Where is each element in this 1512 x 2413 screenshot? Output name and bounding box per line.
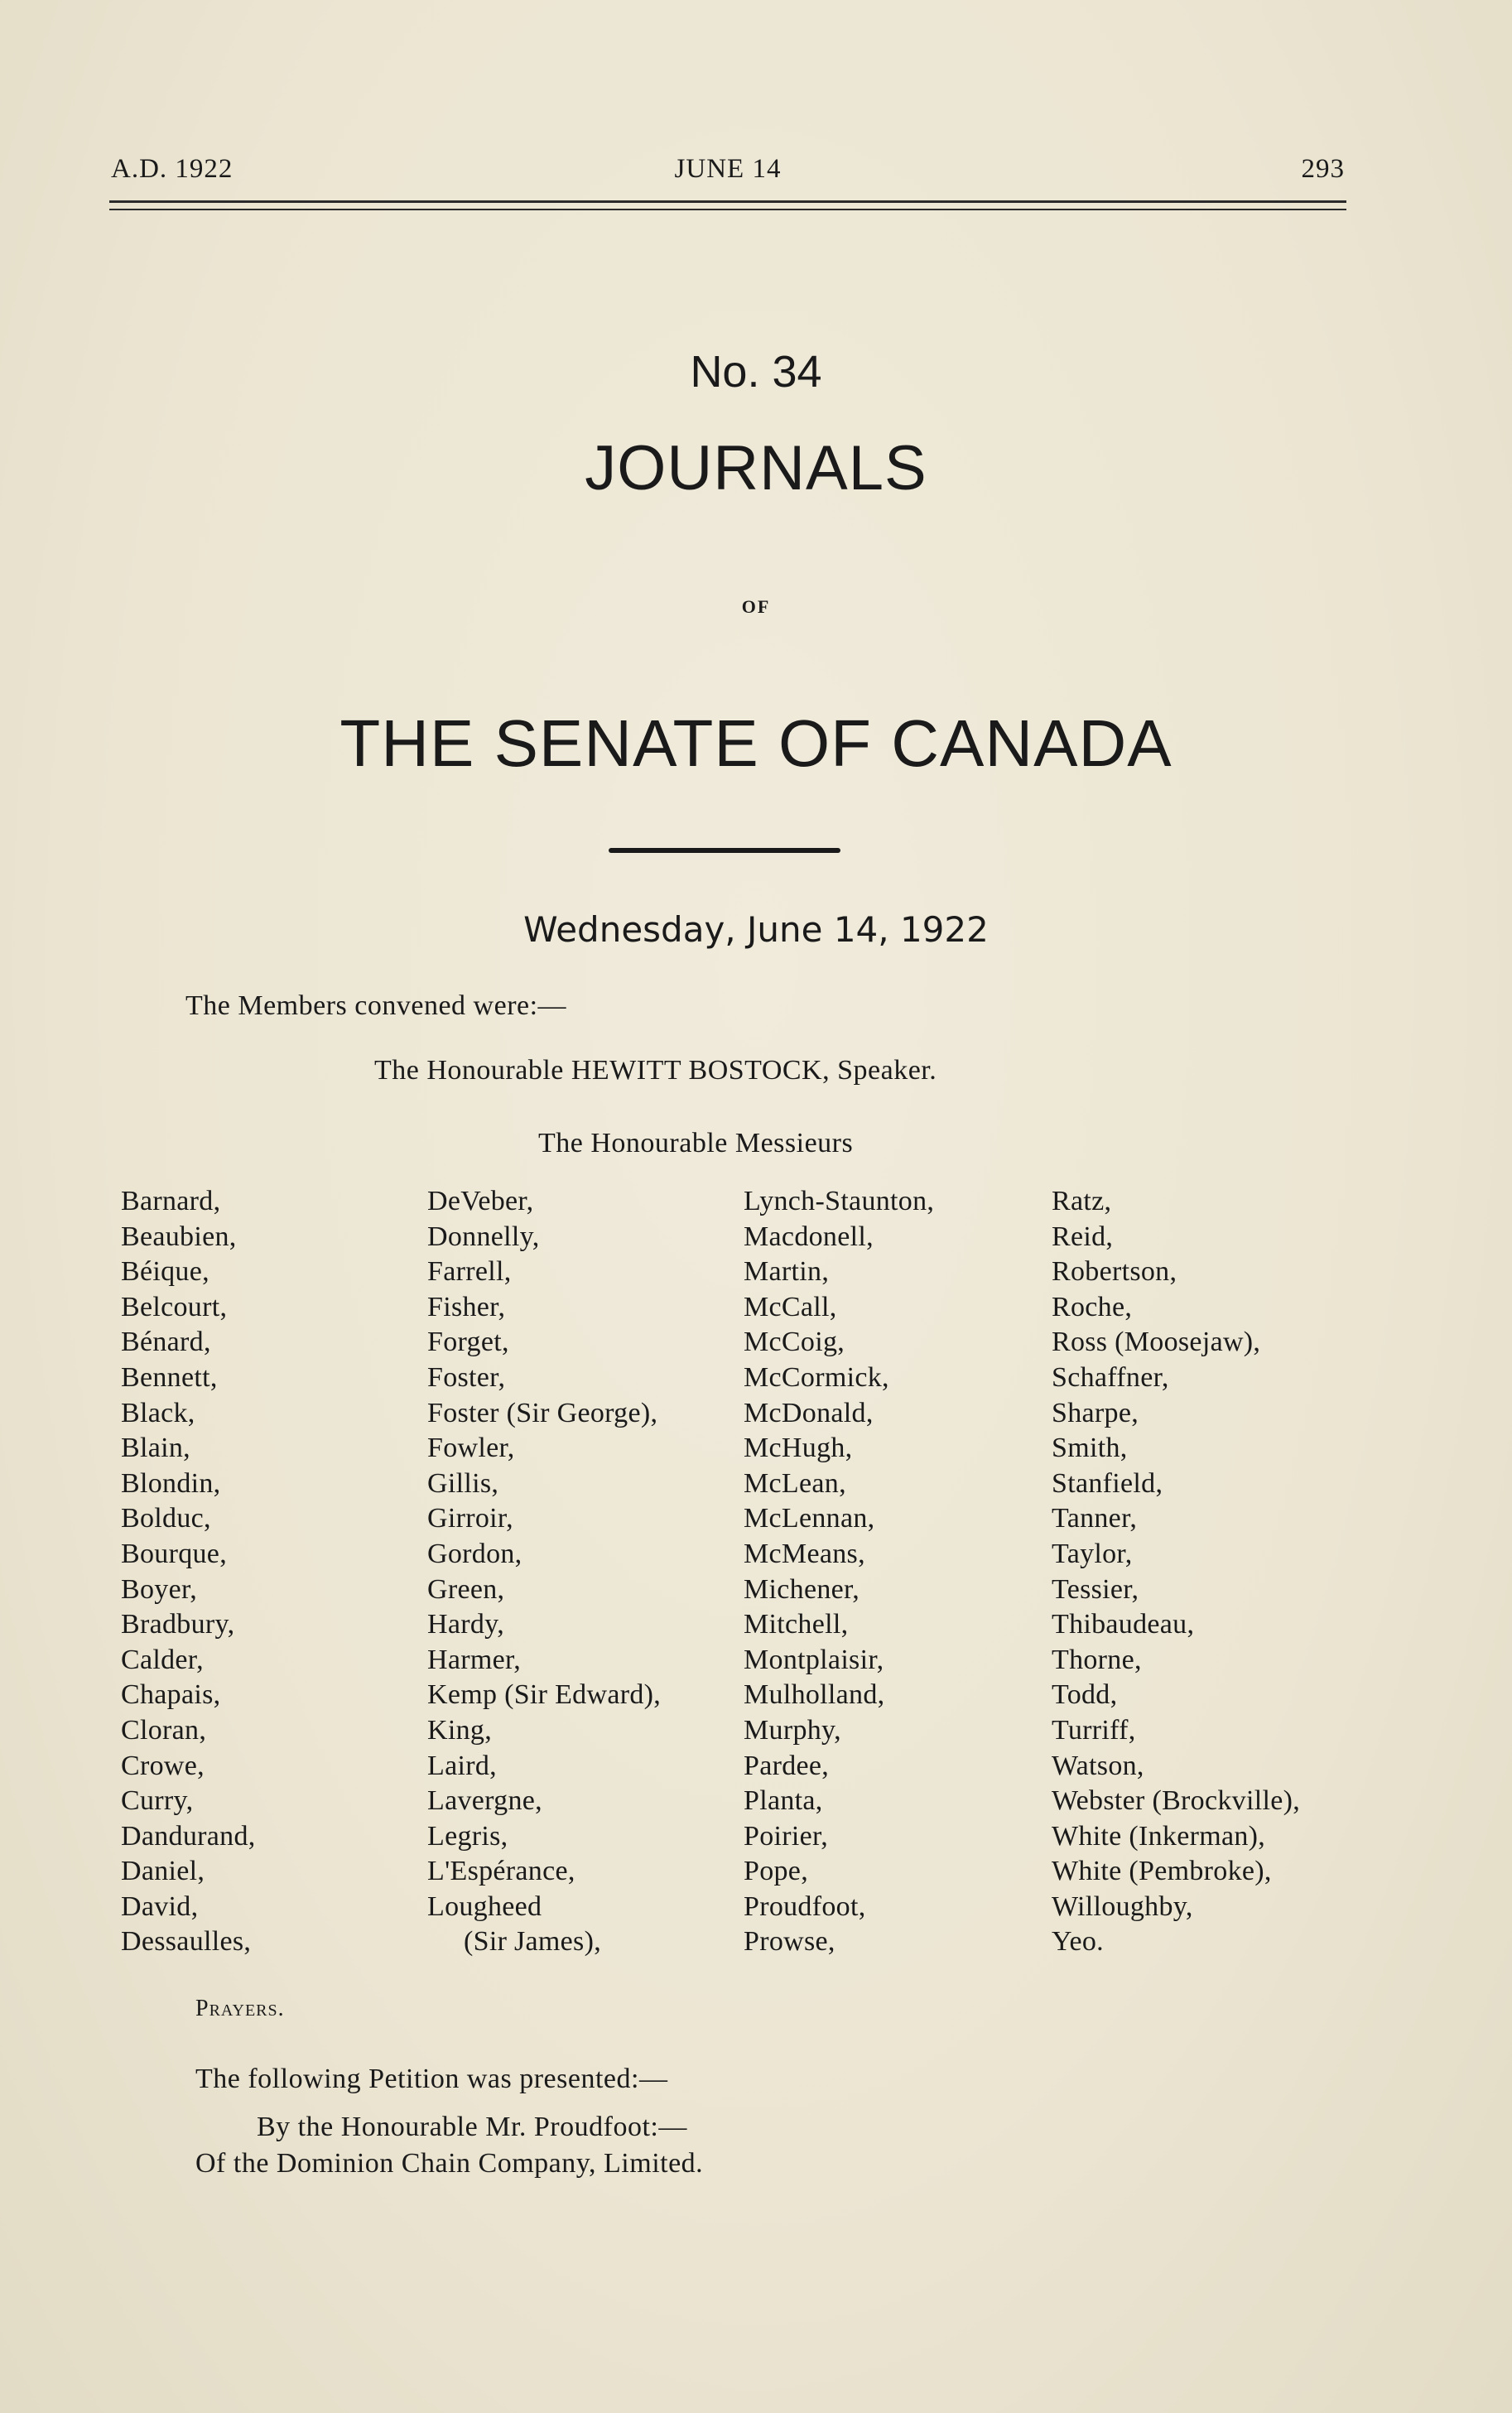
petition-intro: The following Petition was presented:— xyxy=(195,2064,668,2094)
member-name: Dandurand, xyxy=(121,1820,256,1852)
member-name: McHugh, xyxy=(744,1433,853,1464)
member-name: Taylor, xyxy=(1052,1538,1133,1569)
member-name: Donnelly, xyxy=(427,1221,540,1252)
member-name: Curry, xyxy=(121,1785,194,1817)
member-name: Lynch-Staunton, xyxy=(744,1186,935,1216)
member-name: Thibaudeau, xyxy=(1052,1609,1195,1640)
member-name: Proudfoot, xyxy=(744,1890,866,1922)
member-name: Roche, xyxy=(1052,1291,1133,1322)
member-name: King, xyxy=(427,1714,492,1746)
member-name: Reid, xyxy=(1052,1221,1114,1252)
member-name: McCormick, xyxy=(744,1361,889,1393)
member-name: Kemp (Sir Edward), xyxy=(427,1679,662,1711)
member-name: White (Pembroke), xyxy=(1052,1856,1272,1887)
member-name: Beaubien, xyxy=(121,1221,237,1252)
member-name: Black, xyxy=(121,1397,195,1428)
members-column-4 xyxy=(1052,1184,1300,1960)
member-name: Laird, xyxy=(427,1750,497,1781)
journals-heading: JOURNALS xyxy=(585,433,927,503)
member-name: Sharpe, xyxy=(1052,1397,1139,1428)
page-number: 293 xyxy=(1301,154,1345,184)
member-name: Gordon, xyxy=(427,1538,522,1569)
member-name: Bourque, xyxy=(121,1538,227,1569)
header-date: JUNE 14 xyxy=(674,154,782,184)
member-name: McDonald, xyxy=(744,1397,874,1428)
running-header xyxy=(111,154,1345,187)
member-name: Harmer, xyxy=(427,1644,522,1675)
member-name: Schaffner, xyxy=(1052,1361,1169,1393)
member-name: Thorne, xyxy=(1052,1644,1142,1675)
member-name: Girroir, xyxy=(427,1503,513,1534)
member-name: Boyer, xyxy=(121,1573,198,1605)
member-name: Ratz, xyxy=(1052,1186,1112,1216)
member-name: McLean, xyxy=(744,1467,846,1499)
member-name: Planta, xyxy=(744,1785,823,1817)
member-name: Blondin, xyxy=(121,1467,221,1499)
member-name: Prowse, xyxy=(744,1926,835,1958)
member-name: Bradbury, xyxy=(121,1609,235,1640)
member-name: Gillis, xyxy=(427,1467,499,1499)
member-name: Dessaulles, xyxy=(121,1926,252,1958)
member-name: Daniel, xyxy=(121,1856,205,1887)
member-name: Webster (Brockville), xyxy=(1052,1785,1301,1817)
member-name: Belcourt, xyxy=(121,1291,228,1322)
member-name: Green, xyxy=(427,1573,505,1605)
member-name: Lougheed xyxy=(427,1890,542,1922)
member-name: Montplaisir, xyxy=(744,1644,884,1675)
header-rule-bottom xyxy=(109,209,1346,210)
member-name: (Sir James), xyxy=(464,1926,602,1958)
member-name: Bénard, xyxy=(121,1327,211,1358)
member-name: DeVeber, xyxy=(427,1186,534,1216)
member-name: Martin, xyxy=(744,1256,830,1288)
header-rule-top xyxy=(109,200,1346,203)
member-name: L'Espérance, xyxy=(427,1856,575,1887)
member-name: Stanfield, xyxy=(1052,1467,1163,1499)
member-name: Yeo. xyxy=(1052,1926,1104,1958)
member-name: Farrell, xyxy=(427,1256,512,1288)
prayers-heading: Prayers. xyxy=(195,1996,285,2021)
member-name: Fowler, xyxy=(427,1433,515,1464)
members-list xyxy=(121,1184,1396,1963)
speaker-line: The Honourable HEWITT BOSTOCK, Speaker. xyxy=(374,1055,937,1086)
member-name: Lavergne, xyxy=(427,1785,542,1817)
member-name: Forget, xyxy=(427,1327,509,1358)
member-name: McMeans, xyxy=(744,1538,865,1569)
member-name: McCall, xyxy=(744,1291,837,1322)
member-name: David, xyxy=(121,1890,199,1922)
member-name: Calder, xyxy=(121,1644,204,1675)
member-name: Tanner, xyxy=(1052,1503,1138,1534)
member-name: Watson, xyxy=(1052,1750,1144,1781)
member-name: Legris, xyxy=(427,1820,508,1852)
of-connector: OF xyxy=(741,596,771,617)
member-name: Willoughby, xyxy=(1052,1890,1193,1922)
header-year: A.D. 1922 xyxy=(111,154,234,184)
member-name: Fisher, xyxy=(427,1291,506,1322)
sitting-date: Wednesday, June 14, 1922 xyxy=(523,909,989,950)
member-name: Pope, xyxy=(744,1856,808,1887)
members-column-1 xyxy=(121,1184,256,1960)
member-name: Murphy, xyxy=(744,1714,841,1746)
member-name: Robertson, xyxy=(1052,1256,1177,1288)
member-name: Crowe, xyxy=(121,1750,205,1781)
member-name: Michener, xyxy=(744,1573,860,1605)
member-name: Mulholland, xyxy=(744,1679,885,1711)
member-name: Tessier, xyxy=(1052,1573,1139,1605)
member-name: Todd, xyxy=(1052,1679,1118,1711)
journal-number: No. 34 xyxy=(690,347,822,397)
member-name: Ross (Moosejaw), xyxy=(1052,1327,1261,1358)
member-name: White (Inkerman), xyxy=(1052,1820,1266,1852)
member-name: Cloran, xyxy=(121,1714,207,1746)
members-column-2 xyxy=(427,1184,661,1960)
member-name: Mitchell, xyxy=(744,1609,849,1640)
member-name: Turriff, xyxy=(1052,1714,1136,1746)
petition-presenter: By the Honourable Mr. Proudfoot:— xyxy=(257,2112,687,2142)
member-name: Macdonell, xyxy=(744,1221,874,1252)
member-name: Foster, xyxy=(427,1361,506,1393)
member-name: McCoig, xyxy=(744,1327,845,1358)
member-name: Foster (Sir George), xyxy=(427,1397,658,1428)
member-name: Blain, xyxy=(121,1433,190,1464)
members-column-3 xyxy=(744,1184,934,1960)
members-convened-line: The Members convened were:— xyxy=(185,990,567,1021)
petition-petitioner: Of the Dominion Chain Company, Limited. xyxy=(195,2148,704,2179)
member-name: McLennan, xyxy=(744,1503,875,1534)
member-name: Chapais, xyxy=(121,1679,221,1711)
member-name: Poirier, xyxy=(744,1820,829,1852)
member-name: Smith, xyxy=(1052,1433,1128,1464)
member-name: Pardee, xyxy=(744,1750,830,1781)
member-name: Bennett, xyxy=(121,1361,218,1393)
member-name: Barnard, xyxy=(121,1186,221,1216)
senate-heading: THE SENATE OF CANADA xyxy=(339,706,1173,780)
member-name: Hardy, xyxy=(427,1609,505,1640)
messieurs-line: The Honourable Messieurs xyxy=(538,1128,854,1158)
member-name: Béique, xyxy=(121,1256,209,1288)
member-name: Bolduc, xyxy=(121,1503,211,1534)
title-divider xyxy=(609,848,840,853)
